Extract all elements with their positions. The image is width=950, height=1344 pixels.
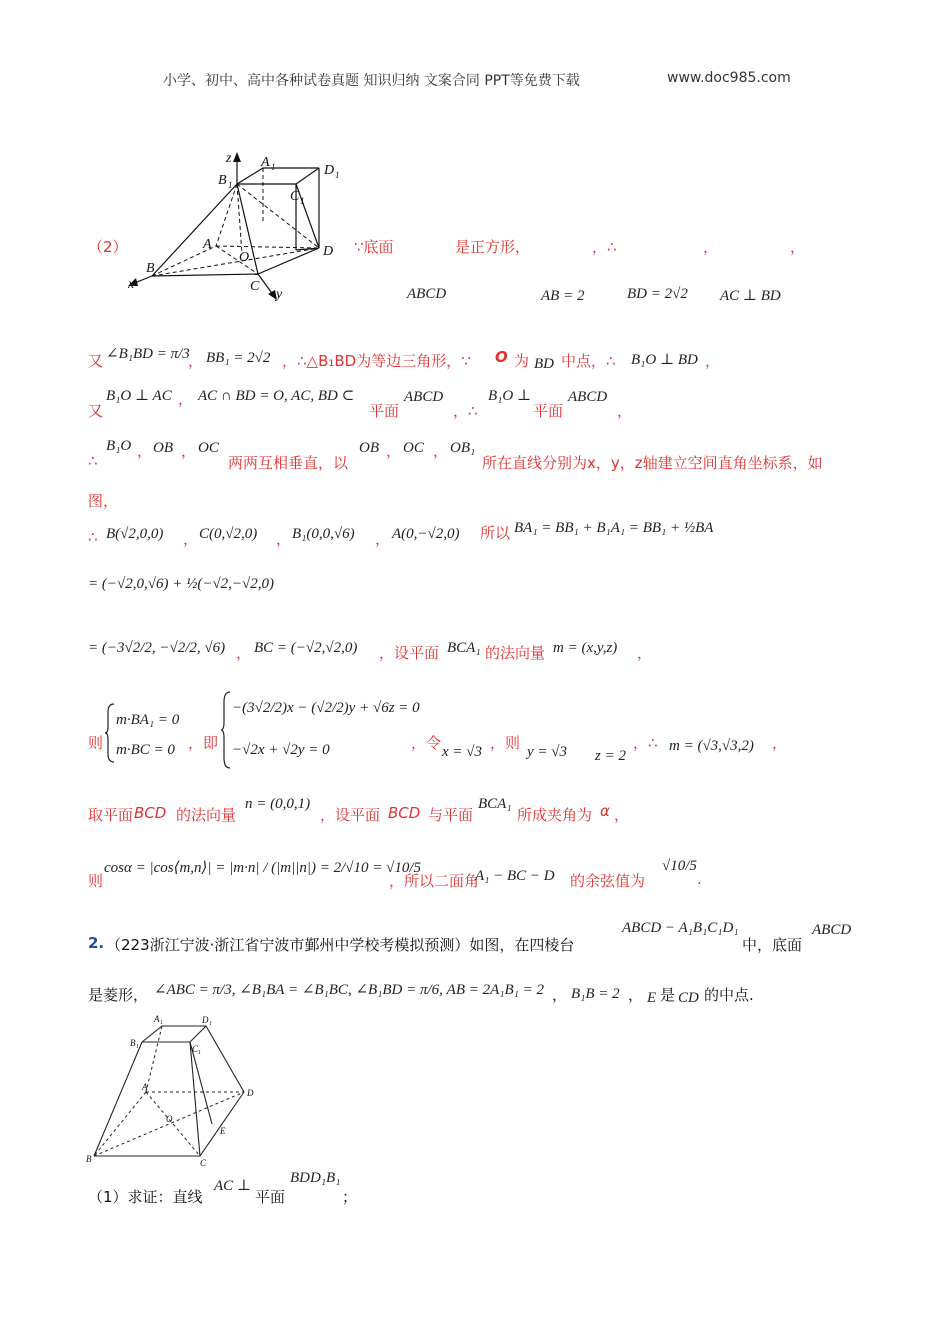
l8-sys2-eq1: −(3√2/2)x − (√2/2)y + √6z = 0 — [232, 700, 420, 716]
l5-a: A(0,−√2,0) — [392, 526, 460, 542]
fig2-label-c1: C — [192, 1044, 199, 1054]
l5-ba1: BA₁ = BB₁ + B₁A₁ = BB₁ + ½BA — [514, 520, 714, 536]
l8-sys2-eq2: −√2x + √2y = 0 — [232, 742, 330, 758]
part2-label: （2） — [88, 238, 128, 256]
header-title: 小学、初中、高中各种试卷真题 知识归纳 文案合同 PPT等免费下载 — [163, 73, 580, 89]
label-b1: B — [218, 173, 227, 188]
fig2-label-b1-sub: 1 — [136, 1044, 139, 1050]
l5-therefore: ∴ — [88, 528, 98, 546]
fig2-label-b1: B — [130, 1038, 136, 1048]
problem2-e: E — [647, 990, 657, 1006]
l5-b1: B₁(0,0,√6) — [292, 526, 355, 542]
l5-b: B(√2,0,0) — [106, 526, 164, 542]
l8-m: m = (√3,√3,2) — [669, 738, 754, 754]
l9-bcd2: BCD — [388, 804, 421, 822]
l9-n: n = (0,0,1) — [245, 796, 311, 812]
frustum-figure — [84, 1014, 264, 1170]
l10-angle: A₁ − BC − D — [475, 868, 555, 884]
part2-bd: BD = 2√2 — [627, 286, 688, 302]
l8-sys1-eq1: m·BA₁ = 0 — [116, 712, 180, 728]
label-d1-sub: 1 — [335, 170, 340, 180]
l7-expr: = (−3√2/2, −√2/2, √6) — [88, 640, 226, 656]
l7-end: ， — [637, 644, 653, 662]
label-b1-sub: 1 — [228, 180, 233, 190]
l9-alpha: α — [600, 802, 610, 820]
l7-m: m = (x,y,z) — [553, 640, 618, 656]
l1-bd: BD — [534, 356, 554, 372]
label-z: z — [226, 151, 232, 166]
l2-b1o-perp-ac: B₁O ⊥ AC — [106, 388, 172, 404]
l7-c: ， — [236, 644, 252, 662]
l8-end: ， — [772, 734, 788, 752]
l7-text2: 的法向量 — [485, 644, 546, 662]
label-d1: D — [324, 163, 335, 178]
l3-text2: 所在直线分别为x，y，z轴建立空间直角坐标系，如 — [482, 454, 823, 472]
l5-sep2: ， — [276, 530, 292, 548]
label-c: C — [250, 279, 260, 294]
l8-ji: ，即 — [188, 734, 219, 752]
problem2-c2: ， — [628, 986, 644, 1004]
label-x: x — [128, 277, 135, 292]
l8-ze: 则 — [88, 734, 104, 752]
l9-text5: 所成夹角为 — [517, 806, 593, 824]
label-c1-sub: 1 — [300, 196, 305, 206]
l2-c1: ， — [178, 390, 194, 408]
l3-text1: 两两互相垂直，以 — [228, 454, 349, 472]
q1-ac-perp: AC ⊥ — [214, 1178, 252, 1194]
l2-you: 又 — [88, 402, 104, 420]
l5-sep3: ， — [375, 530, 391, 548]
part2-ac-perp-bd: AC ⊥ BD — [720, 288, 781, 304]
q1-plane: 平面 — [255, 1188, 286, 1206]
part2-is-square: 是正方形， — [455, 238, 531, 256]
l8-z: z = 2 — [595, 748, 626, 764]
l3-ob2: OB — [359, 440, 379, 456]
l7-text1: ，设平面 — [379, 644, 440, 662]
problem2-frustum: ABCD − A₁B₁C₁D₁ — [622, 920, 739, 936]
part2-therefore: ，∴ — [592, 238, 617, 256]
fig2-label-c1-sub: 1 — [198, 1050, 201, 1056]
brace2-icon — [220, 690, 232, 770]
l7-bca1: BCA₁ — [447, 640, 481, 656]
l2-end: ， — [617, 402, 633, 420]
label-d: D — [323, 244, 334, 259]
fig2-label-d: D — [247, 1088, 254, 1098]
l2-plane2: 平面 — [533, 402, 564, 420]
fig2-label-e: E — [220, 1126, 226, 1136]
l1-angle: ∠B₁BD = π/3 — [106, 346, 190, 362]
brace-icon — [104, 702, 116, 764]
q1-prefix: （1）求证：直线 — [88, 1188, 203, 1206]
l9-bca1: BCA₁ — [478, 796, 512, 812]
fig2-label-c: C — [200, 1158, 207, 1168]
l10-end: . — [697, 870, 702, 888]
fig2-label-o: O — [166, 1114, 173, 1124]
label-a: A — [203, 237, 212, 252]
l3-c3: ， — [386, 442, 402, 460]
q1-end: ； — [342, 1188, 358, 1206]
l3-c4: ， — [433, 442, 449, 460]
l1-midpoint: 中点，∴ — [561, 352, 616, 370]
problem2-text3: 是 — [660, 986, 676, 1004]
l9-text2: 的法向量 — [176, 806, 237, 824]
label-a1-sub: 1 — [271, 162, 276, 172]
l8-x: x = √3 — [442, 744, 483, 760]
l3-ob1: OB₁ — [450, 440, 476, 456]
l7-bc: BC = (−√2,√2,0) — [254, 640, 358, 656]
l1-end: ， — [705, 352, 721, 370]
label-y: y — [276, 287, 283, 302]
part2-comma2: ， — [703, 238, 719, 256]
l2-abcd: ABCD — [404, 389, 444, 405]
l10-value: √10/5 — [662, 858, 697, 874]
problem2-text1: 中，底面 — [742, 936, 803, 954]
l4-figure: 图， — [88, 492, 119, 510]
problem2-text4: 的中点. — [704, 986, 754, 1004]
fig2-label-a1-sub: 1 — [160, 1020, 163, 1026]
l8-y: y = √3 — [527, 744, 568, 760]
l9-text3: ，设平面 — [320, 806, 381, 824]
l3-c1: ， — [137, 442, 153, 460]
l3-c2: ， — [181, 442, 197, 460]
l3-oc: OC — [198, 440, 219, 456]
problem2-cd: CD — [678, 990, 699, 1006]
label-a1: A — [261, 155, 270, 170]
l8-sys1-eq2: m·BC = 0 — [116, 742, 175, 758]
l1-perp: B₁O ⊥ BD — [631, 352, 698, 368]
prism-figure — [118, 148, 348, 308]
l10-text1: ，所以二面角 — [389, 872, 480, 890]
l8-ze2: ，则 — [490, 734, 521, 752]
l5-suoyi: 所以 — [480, 524, 511, 542]
l2-plane: 平面 — [369, 402, 400, 420]
l10-text2: 的余弦值为 — [570, 872, 646, 890]
part2-abcd: ABCD — [407, 286, 447, 302]
l9-text4: 与平面 — [428, 806, 474, 824]
l3-oc2: OC — [403, 440, 424, 456]
problem2-base: ABCD — [812, 922, 852, 938]
l1-you: 又 — [88, 352, 104, 370]
part2-comma3: ， — [790, 238, 806, 256]
l8-therefore: ，∴ — [633, 734, 658, 752]
l9-end: ， — [614, 806, 630, 824]
l9-bcd: BCD — [134, 804, 167, 822]
l3-therefore: ∴ — [88, 452, 98, 470]
l3-ob: OB — [153, 440, 173, 456]
fig2-label-d1-sub: 1 — [209, 1021, 212, 1027]
l2-abcd2: ABCD — [568, 389, 608, 405]
l10-ze: 则 — [88, 872, 104, 890]
l5-c: C(0,√2,0) — [199, 526, 258, 542]
z-arrow-icon — [233, 152, 241, 162]
l9-text1: 取平面 — [88, 806, 134, 824]
q1-bdd1b1: BDD₁B₁ — [290, 1170, 341, 1186]
l1-text1: ，∴△B₁BD为等边三角形，∵ — [282, 352, 471, 370]
problem2-c1: ， — [552, 986, 568, 1004]
label-b: B — [146, 261, 155, 276]
l1-o: O — [495, 348, 508, 366]
label-o: O — [239, 250, 250, 265]
fig2-label-a: A — [142, 1082, 148, 1092]
problem2-b1b: B₁B = 2 — [571, 986, 620, 1002]
part2-ab: AB = 2 — [541, 288, 585, 304]
l5-sep1: ， — [183, 530, 199, 548]
l1-c1: ， — [188, 352, 204, 370]
l6-expr: = (−√2,0,√6) + ½(−√2,−√2,0) — [88, 576, 275, 592]
l2-cap: AC ∩ BD = O, AC, BD ⊂ — [198, 388, 355, 404]
problem2-number: 2. — [88, 934, 105, 952]
fig2-label-d1: D — [202, 1015, 209, 1025]
l3-b1o: B₁O — [106, 438, 132, 454]
problem2-conditions: ∠ABC = π/3, ∠B₁BA = ∠B₁BC, ∠B₁BD = π/6, AB = 2A₁B₁ = 2 — [154, 982, 545, 998]
part2-because: ∵底面 — [354, 238, 394, 256]
l2-b1o-perp: B₁O ⊥ — [488, 388, 532, 404]
l1-bb1: BB₁ = 2√2 — [206, 350, 271, 366]
header-site-link[interactable]: www.doc985.com — [667, 70, 791, 86]
problem2-text2: 是菱形， — [88, 986, 149, 1004]
problem2-source: （223浙江宁波·浙江省宁波市鄞州中学校考模拟预测）如图，在四棱台 — [106, 936, 575, 954]
l1-wei: 为 — [514, 352, 530, 370]
label-c1: C — [290, 189, 300, 204]
l10-cos: cosα = |cos⟨m,n⟩| = |m·n| / (|m||n|) = 2/√10 = √10/5 — [104, 860, 421, 876]
l8-ling: ，令 — [411, 734, 442, 752]
fig2-label-a1: A — [154, 1014, 160, 1024]
fig2-label-b: B — [86, 1154, 92, 1164]
l2-therefore: ，∴ — [453, 402, 478, 420]
